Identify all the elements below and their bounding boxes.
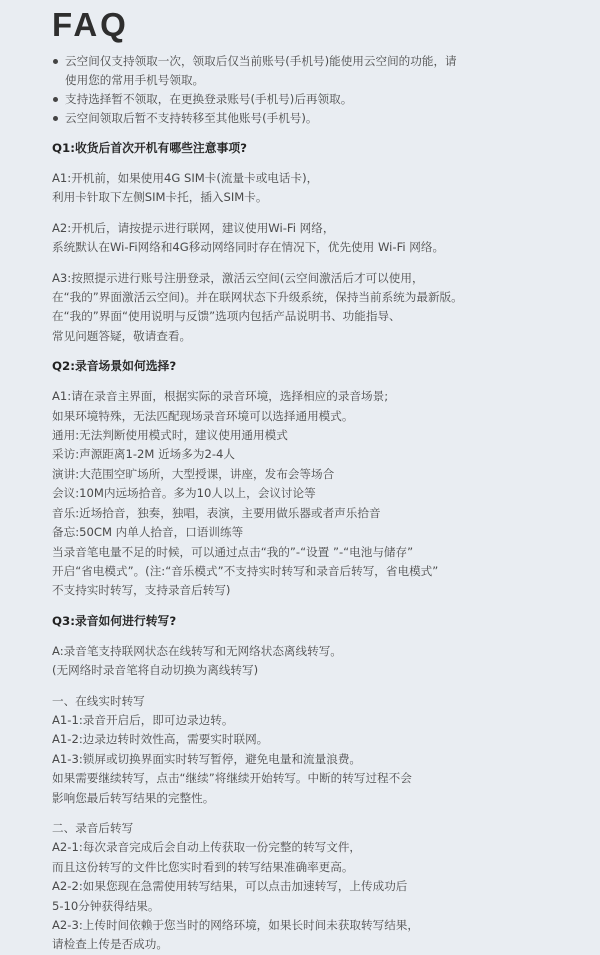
faq-q3 bbox=[52, 611, 556, 955]
question-title: Q2:录音场景如何选择? bbox=[52, 359, 177, 374]
notice-item bbox=[52, 52, 556, 90]
text-line: A1-1:录音开启后，即可边录边转。 bbox=[52, 712, 234, 727]
text-line: 云空间领取后暂不支持转移至其他账号(手机号)。 bbox=[65, 111, 318, 125]
text-line: 常见问题答疑，敬请查看。 bbox=[52, 328, 192, 343]
question-title: Q1:收货后首次开机有哪些注意事项? bbox=[52, 141, 247, 155]
text-line: 云空间仅支持领取一次，领取后仅当前账号(手机号)能使用云空间的功能，请 bbox=[65, 54, 457, 68]
text-line: 利用卡针取下左侧SIM卡托，插入SIM卡。 bbox=[52, 190, 268, 205]
text-line: 演讲:大范围空旷场所，大型授课，讲座，发布会等场合 bbox=[52, 466, 335, 481]
answer-block bbox=[52, 169, 556, 208]
text-line: 不支持实时转写，支持录音后转写) bbox=[52, 583, 231, 598]
text-line: A1-2:边录边转时效性高，需要实时联网。 bbox=[52, 732, 269, 747]
text-line: 会议:10M内远场拾音。多为10人以上，会议讨论等 bbox=[52, 486, 316, 501]
text-line: 如果环境特殊，无法匹配现场录音环境可以选择通用模式。 bbox=[52, 408, 354, 423]
section-heading: 一、在线实时转写 bbox=[52, 693, 145, 708]
text-line: 请检查上传是否成功。 bbox=[52, 937, 168, 952]
text-line: (无网络时录音笔将自动切换为离线转写) bbox=[52, 663, 259, 678]
faq-q2 bbox=[52, 356, 556, 600]
text-line: 系统默认在Wi-Fi网络和4G移动网络同时存在情况下，优先使用 Wi-Fi 网络。 bbox=[52, 240, 445, 255]
text-line: 开启“省电模式”。(注:“音乐模式”不支持实时转写和录音后转写，省电模式” bbox=[52, 563, 439, 578]
text-line: A2-2:如果您现在急需使用转写结果，可以点击加速转写，上传成功后 bbox=[52, 879, 408, 894]
text-line: 在“我的”界面“使用说明与反馈”选项内包括产品说明书、功能指导、 bbox=[52, 309, 401, 324]
answer-block bbox=[52, 269, 556, 347]
text-line: A1:请在录音主界面，根据实际的录音环境，选择相应的录音场景; bbox=[52, 389, 389, 404]
text-line: A2-3:上传时间依赖于您当时的网络环境，如果长时间未获取转写结果， bbox=[52, 918, 419, 932]
text-line: 在“我的”界面激活云空间)。并在联网状态下升级系统，保持当前系统为最新版。 bbox=[52, 290, 463, 305]
text-line: 如果需要继续转写，点击“继续”将继续开始转写。中断的转写过程不会 bbox=[52, 771, 412, 786]
transcribe-section-after bbox=[52, 819, 556, 955]
text-line: 支持选择暂不领取，在更换登录账号(手机号)后再领取。 bbox=[65, 92, 353, 106]
text-line: 备忘:50CM 内单人拾音，口语训练等 bbox=[52, 525, 244, 540]
text-line: 而且这份转写的文件比您实时看到的转写结果准确率更高。 bbox=[52, 859, 354, 874]
text-line: 采访:声源距离1-2M 近场多为2-4人 bbox=[52, 447, 235, 462]
notice-item bbox=[52, 90, 556, 109]
text-line: A2-1:每次录音完成后会自动上传获取一份完整的转写文件， bbox=[52, 840, 362, 855]
faq-q1 bbox=[52, 138, 556, 346]
text-line: A2:开机后，请按提示进行联网，建议使用Wi-Fi 网络， bbox=[52, 220, 335, 235]
answer-block bbox=[52, 219, 556, 258]
notice-list bbox=[52, 52, 556, 128]
notice-item bbox=[52, 109, 556, 128]
text-line: A:录音笔支持联网状态在线转写和无网络状态离线转写。 bbox=[52, 643, 342, 658]
text-line: 通用:无法判断使用模式时，建议使用通用模式 bbox=[52, 428, 288, 443]
text-line: 音乐:近场拾音，独奏，独唱，表演，主要用做乐器或者声乐拾音 bbox=[52, 505, 381, 520]
text-line: 影响您最后转写结果的完整性。 bbox=[52, 790, 215, 805]
text-line: A1:开机前，如果使用4G SIM卡(流量卡或电话卡)， bbox=[52, 171, 319, 185]
text-line: A1-3:锁屏或切换界面实时转写暂停，避免电量和流量浪费。 bbox=[52, 751, 362, 766]
text-line: 当录音笔电量不足的时候，可以通过点击“我的”-“设置 ”-“电池与储存” bbox=[52, 544, 414, 559]
transcribe-section-online bbox=[52, 692, 556, 808]
question-title: Q3:录音如何进行转写? bbox=[52, 613, 177, 628]
section-heading: 二、录音后转写 bbox=[52, 820, 134, 835]
answer-block bbox=[52, 387, 556, 600]
text-line: 5-10分钟获得结果。 bbox=[52, 898, 160, 913]
text-line: 使用您的常用手机号领取。 bbox=[65, 73, 205, 87]
text-line: A3:按照提示进行账号注册登录，激活云空间(云空间激活后才可以使用， bbox=[52, 270, 424, 285]
answer-block bbox=[52, 642, 556, 681]
page-title: FAQ bbox=[52, 6, 129, 43]
